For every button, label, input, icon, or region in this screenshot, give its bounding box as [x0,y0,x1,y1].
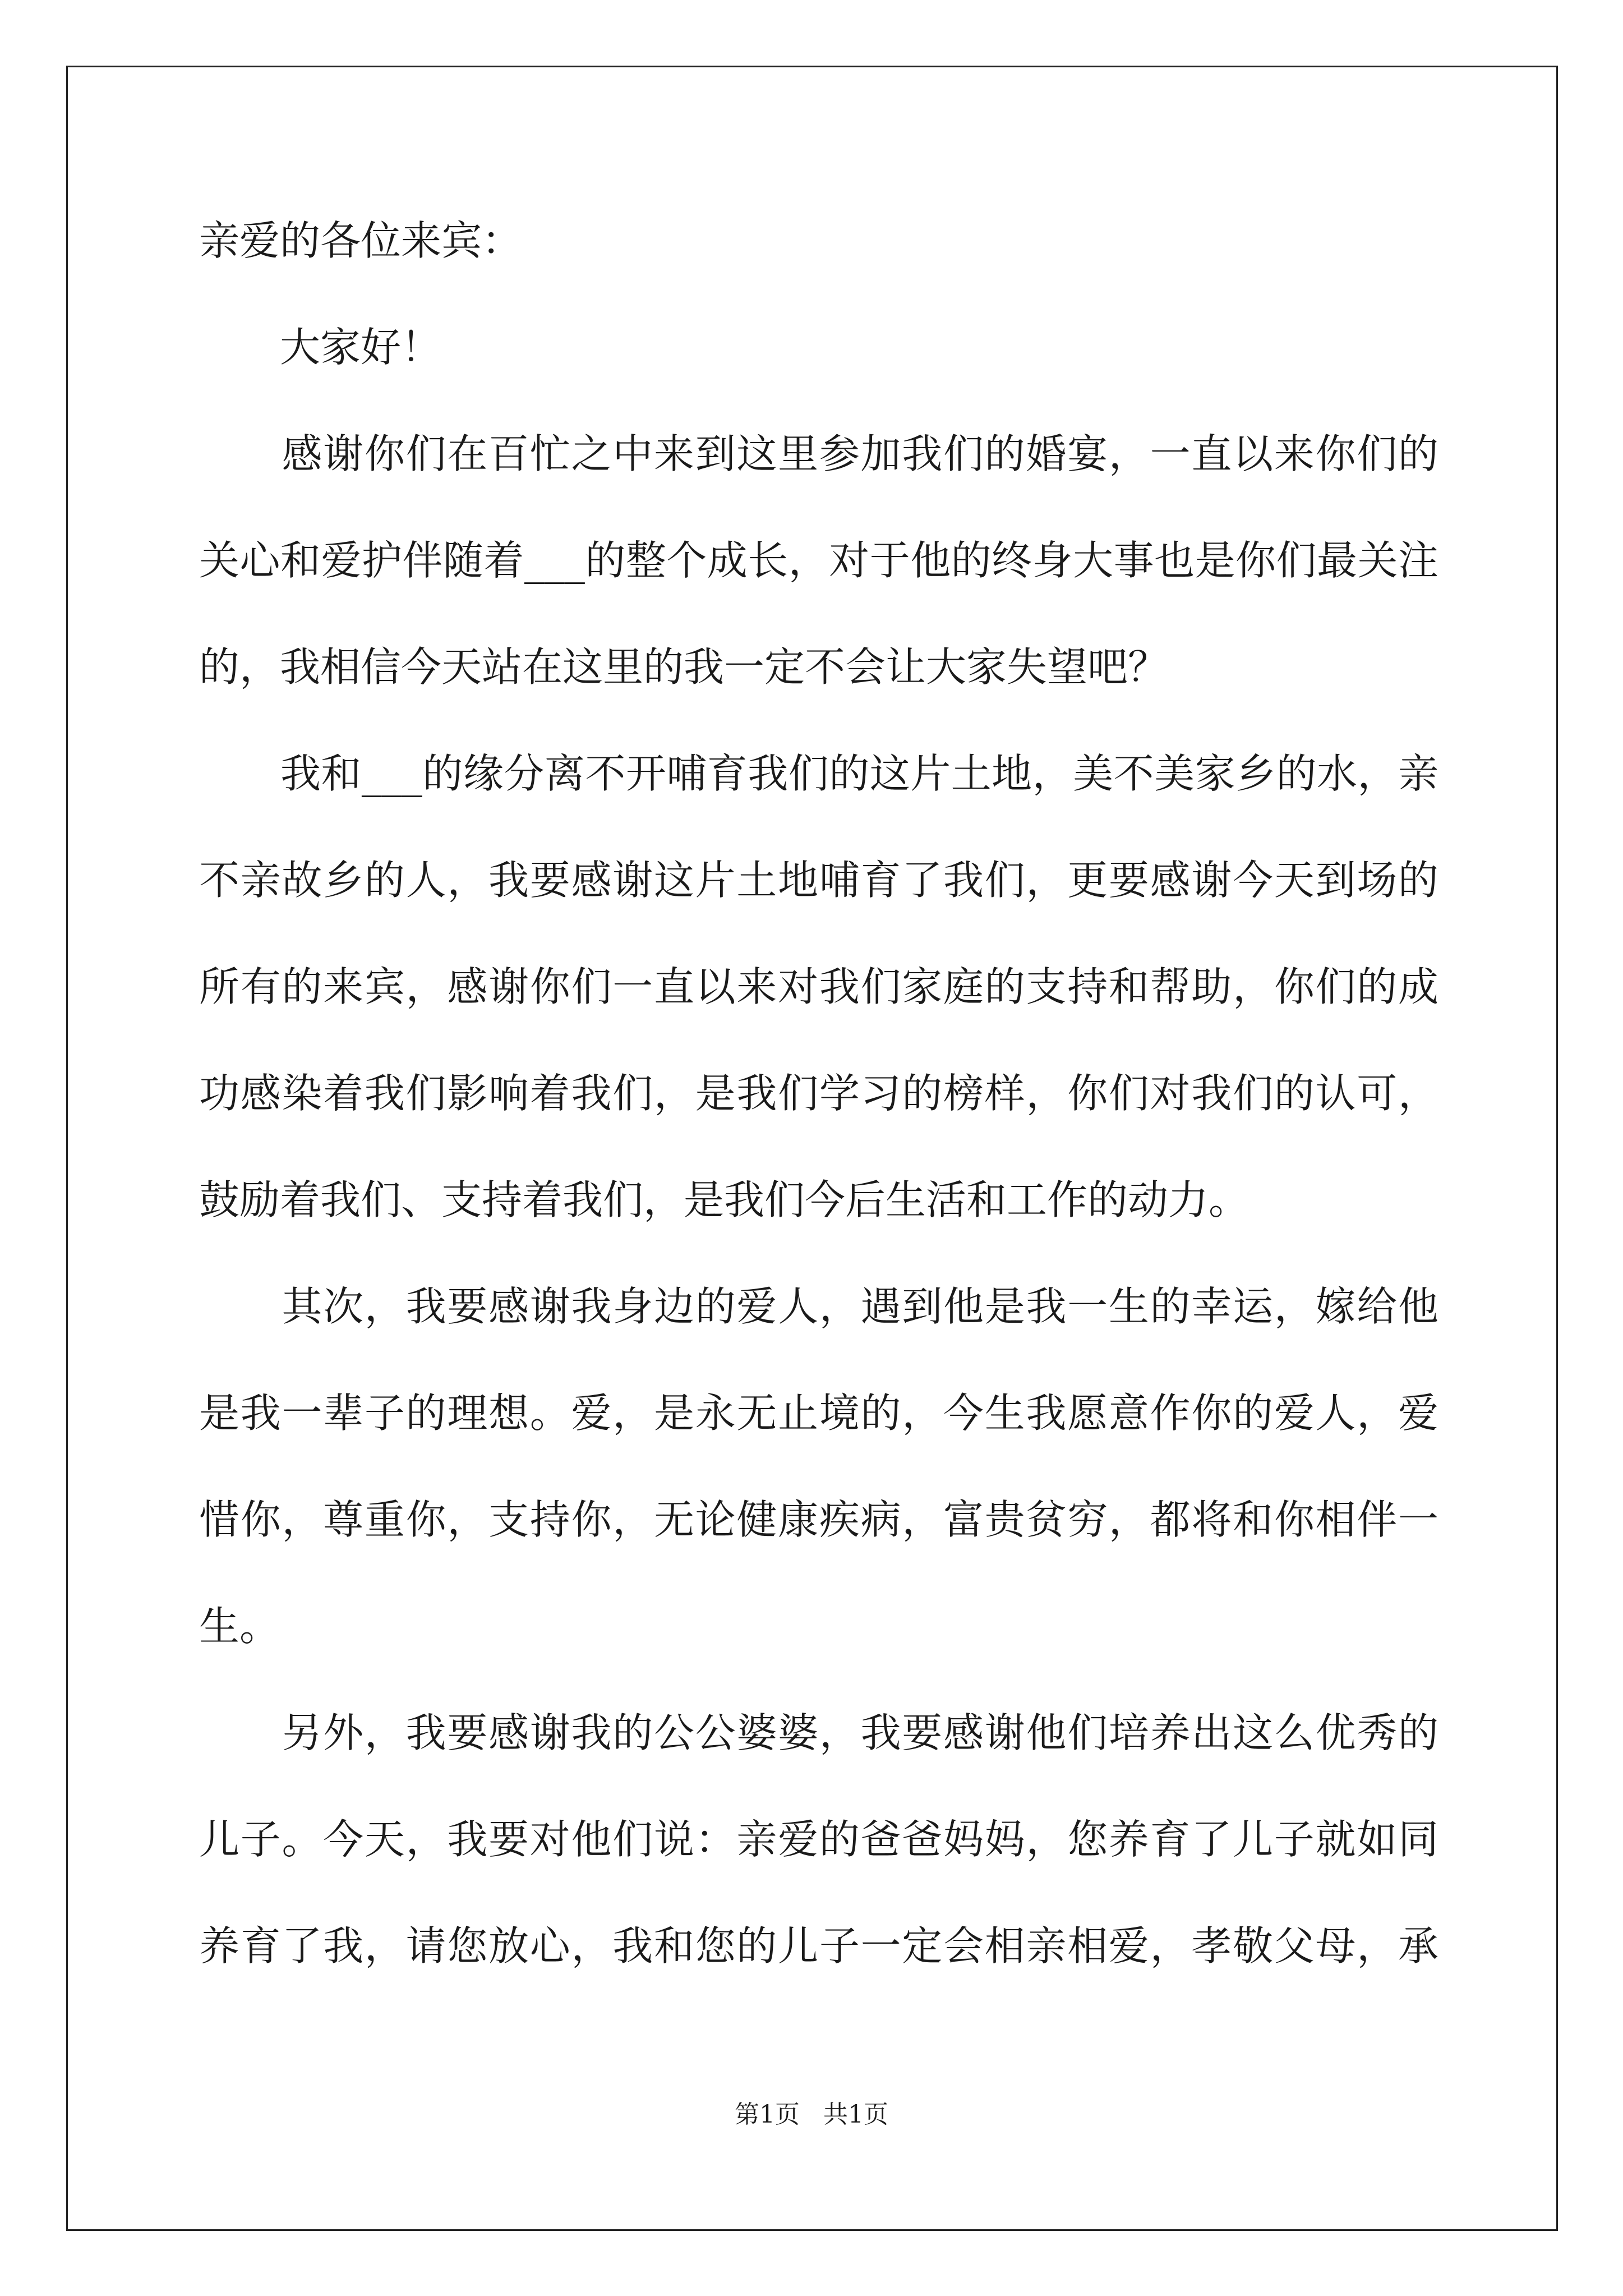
text-line: 我和___的缘分离不开哺育我们的这片土地，美不美家乡的水，亲 [199,750,1438,797]
text-line: 大家好！ [199,324,442,371]
text-line: 的，我相信今天站在这里的我一定不会让大家失望吧？ [199,643,1169,691]
text-line: 所有的来宾，感谢你们一直以来对我们家庭的支持和帮助，你们的成 [199,963,1438,1010]
text-line: 关心和爱护伴随着___的整个成长，对于他的终身大事也是你们最关注 [199,537,1438,584]
text-line: 养育了我，请您放心，我和您的儿子一定会相亲相爱，孝敬父母，承 [199,1922,1438,1970]
text-line: 鼓励着我们、支持着我们，是我们今后生活和工作的动力。 [199,1176,1249,1223]
text-line: 惜你，尊重你，支持你，无论健康疾病，富贵贫穷，都将和你相伴一 [199,1496,1438,1543]
text-line: 生。 [199,1603,280,1650]
text-line: 亲爱的各位来宾： [199,217,523,264]
text-line: 另外，我要感谢我的公公婆婆，我要感谢他们培养出这么优秀的 [199,1709,1438,1756]
page-number: 第1页 共1页 [735,2100,888,2129]
text-line: 不亲故乡的人，我要感谢这片土地哺育了我们，更要感谢今天到场的 [199,857,1438,904]
text-line: 儿子。今天，我要对他们说：亲爱的爸爸妈妈，您养育了儿子就如同 [199,1816,1438,1863]
text-line: 功感染着我们影响着我们，是我们学习的榜样，你们对我们的认可， [199,1070,1438,1117]
document-body [199,214,1438,2026]
text-line: 是我一辈子的理想。爱，是永无止境的，今生我愿意作你的爱人，爱 [199,1389,1438,1437]
text-line: 其次，我要感谢我身边的爱人，遇到他是我一生的幸运，嫁给他 [199,1283,1438,1330]
text-line: 感谢你们在百忙之中来到这里参加我们的婚宴，一直以来你们的 [199,430,1438,477]
